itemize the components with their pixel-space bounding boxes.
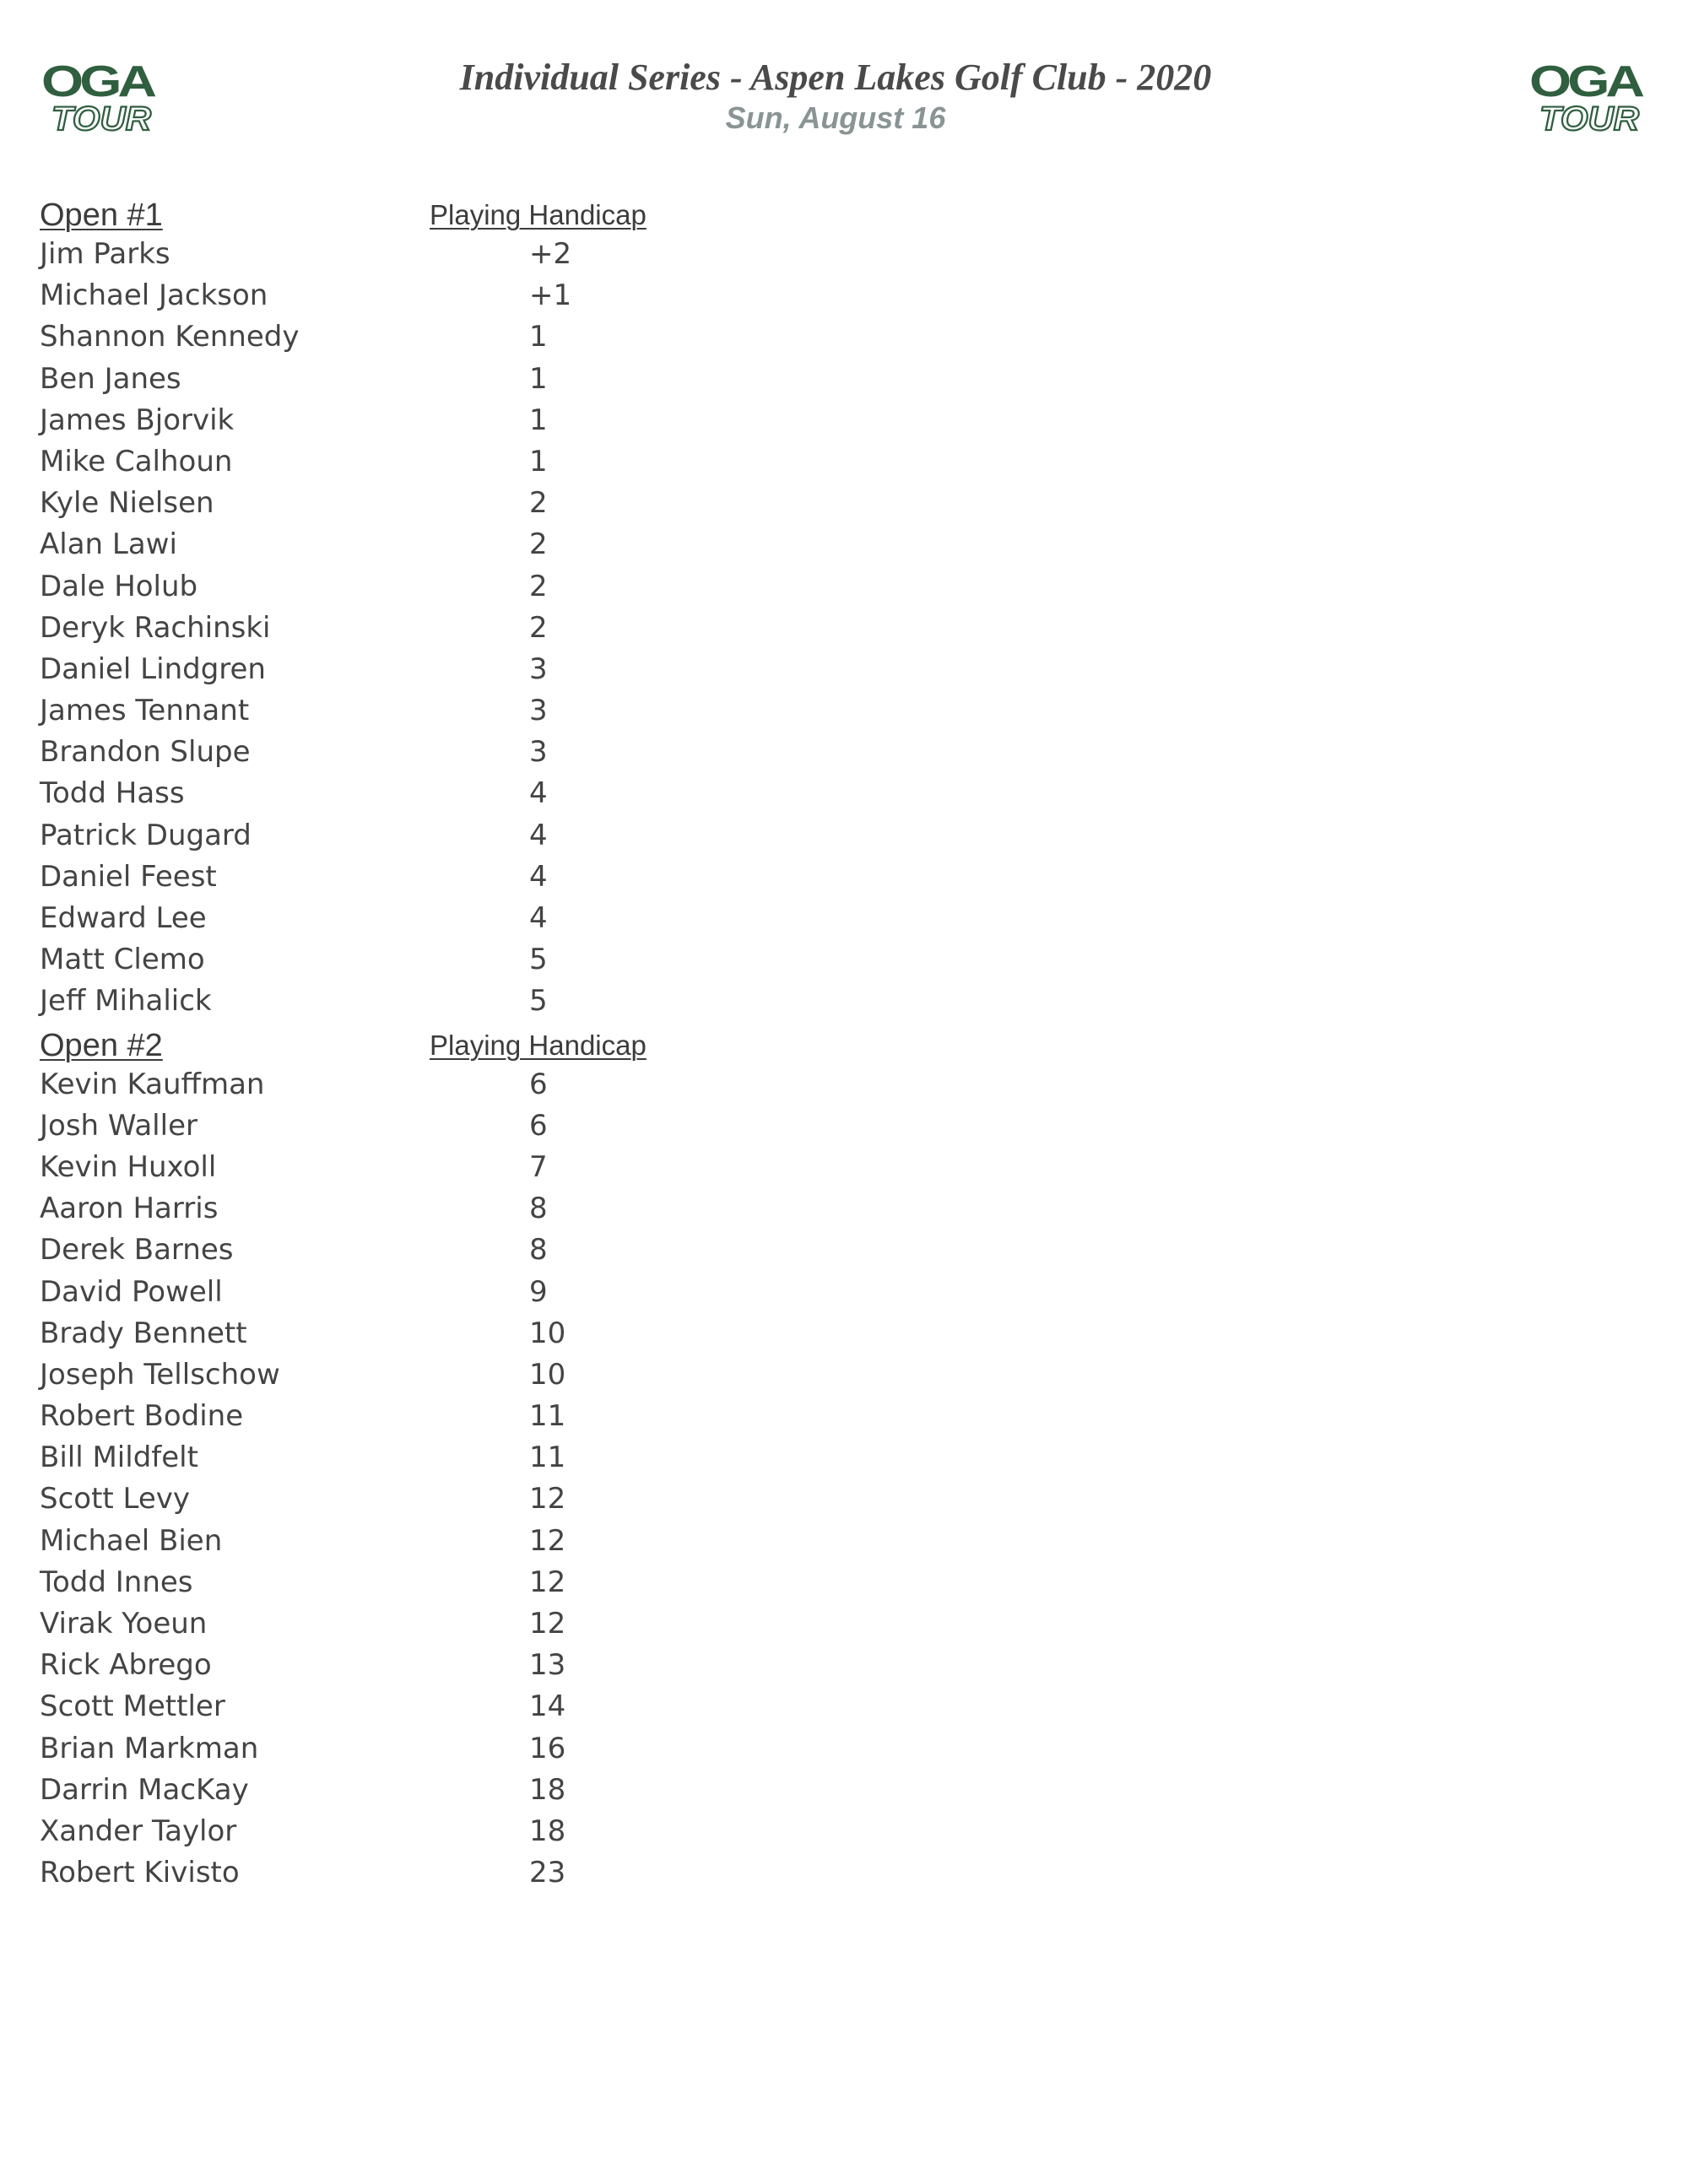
- section-header: [40, 192, 799, 234]
- player-handicap: 8: [529, 1233, 548, 1268]
- player-name: James Tennant: [40, 694, 250, 728]
- player-row: [40, 1521, 799, 1562]
- player-row: [40, 316, 799, 358]
- player-row: [40, 1272, 799, 1313]
- player-row: [40, 1603, 799, 1645]
- player-row: [40, 1728, 799, 1770]
- player-row: [40, 1562, 799, 1603]
- player-handicap: +1: [529, 278, 572, 313]
- player-row: [40, 1188, 799, 1230]
- player-handicap: 23: [529, 1856, 566, 1890]
- player-name: Josh Waller: [40, 1108, 197, 1143]
- player-name: James Bjorvik: [40, 403, 235, 437]
- player-name: Robert Kivisto: [40, 1856, 240, 1890]
- player-name: Michael Jackson: [40, 278, 268, 313]
- player-name: Kevin Huxoll: [40, 1149, 217, 1184]
- player-row: [40, 981, 799, 1022]
- event-date: Sun, August 16: [725, 100, 946, 135]
- player-handicap: 9: [529, 1274, 548, 1309]
- section-title: Open #2: [40, 1027, 163, 1063]
- player-row: [40, 1852, 799, 1894]
- svg-text:OGA: OGA: [41, 57, 157, 106]
- player-name: Jeff Mihalick: [40, 984, 212, 1019]
- player-row: [40, 441, 799, 483]
- player-handicap: 4: [529, 776, 548, 811]
- player-name: Patrick Dugard: [40, 818, 252, 852]
- player-row: [40, 524, 799, 565]
- player-handicap: 8: [529, 1192, 548, 1226]
- player-name: Todd Innes: [40, 1565, 193, 1599]
- section-header: [40, 1023, 799, 1064]
- player-row: [40, 773, 799, 814]
- player-handicap: 1: [529, 361, 548, 396]
- svg-text:OGA: OGA: [1529, 57, 1645, 106]
- player-row: [40, 1313, 799, 1354]
- player-handicap: 6: [529, 1108, 548, 1143]
- player-row: [40, 234, 799, 275]
- player-name: Rick Abrego: [40, 1648, 212, 1683]
- document-header: [0, 56, 1688, 137]
- player-row: [40, 857, 799, 898]
- player-name: Todd Hass: [40, 776, 185, 811]
- player-row: [40, 1686, 799, 1727]
- player-row: [40, 1396, 799, 1437]
- player-name: Aaron Harris: [40, 1192, 219, 1226]
- player-handicap: 5: [529, 943, 548, 977]
- player-row: [40, 1064, 799, 1106]
- player-handicap: 2: [529, 569, 548, 603]
- player-row: [40, 1106, 799, 1147]
- player-name: Dale Holub: [40, 569, 198, 603]
- player-handicap: 6: [529, 1067, 548, 1101]
- player-row: [40, 483, 799, 524]
- player-name: Brian Markman: [40, 1731, 259, 1765]
- player-handicap: 1: [529, 320, 548, 354]
- player-handicap: 1: [529, 444, 548, 478]
- player-handicap: 13: [529, 1648, 566, 1683]
- player-handicap: 4: [529, 901, 548, 935]
- player-handicap: 14: [529, 1689, 566, 1724]
- player-handicap: 4: [529, 859, 548, 894]
- player-handicap: 2: [529, 486, 548, 521]
- player-name: Bill Mildfelt: [40, 1441, 198, 1475]
- player-name: Mike Calhoun: [40, 444, 233, 478]
- player-name: Derek Barnes: [40, 1233, 234, 1268]
- player-name: Kyle Nielsen: [40, 486, 214, 521]
- player-name: Scott Levy: [40, 1482, 191, 1516]
- player-row: [40, 649, 799, 690]
- player-name: Ben Janes: [40, 361, 181, 396]
- player-handicap: 12: [529, 1523, 566, 1558]
- player-name: Darrin MacKay: [40, 1772, 249, 1807]
- player-handicap: 11: [529, 1399, 566, 1434]
- player-row: [40, 1230, 799, 1271]
- player-name: Edward Lee: [40, 901, 207, 935]
- player-row: [40, 732, 799, 773]
- player-handicap: +2: [529, 237, 572, 271]
- player-handicap: 2: [529, 610, 548, 645]
- player-row: [40, 1437, 799, 1479]
- player-name: Xander Taylor: [40, 1814, 237, 1848]
- player-handicap: 10: [529, 1316, 566, 1350]
- player-name: Virak Yoeun: [40, 1607, 208, 1641]
- player-row: [40, 815, 799, 857]
- player-row: [40, 1479, 799, 1520]
- player-row: [40, 1147, 799, 1188]
- player-row: [40, 359, 799, 400]
- player-name: Alan Lawi: [40, 527, 177, 562]
- player-row: [40, 1645, 799, 1686]
- svg-text:TOUR: TOUR: [1539, 100, 1640, 137]
- player-handicap: 2: [529, 527, 548, 562]
- player-handicap: 5: [529, 984, 548, 1019]
- player-row: [40, 275, 799, 316]
- player-handicap: 4: [529, 818, 548, 852]
- player-name: Shannon Kennedy: [40, 320, 300, 354]
- player-row: [40, 1354, 799, 1396]
- handicap-list: [40, 192, 799, 1894]
- player-handicap: 3: [529, 735, 548, 770]
- player-handicap: 7: [529, 1149, 548, 1184]
- svg-text:TOUR: TOUR: [51, 100, 152, 137]
- player-handicap: 11: [529, 1441, 566, 1475]
- player-row: [40, 608, 799, 649]
- playing-handicap-column-header: Playing Handicap: [430, 199, 647, 230]
- player-handicap: 3: [529, 651, 548, 686]
- player-row: [40, 400, 799, 441]
- player-name: Matt Clemo: [40, 943, 205, 977]
- player-row: [40, 898, 799, 939]
- player-name: David Powell: [40, 1274, 223, 1309]
- player-name: Jim Parks: [40, 237, 170, 271]
- player-handicap: 12: [529, 1607, 566, 1641]
- player-handicap: 12: [529, 1565, 566, 1599]
- player-name: Robert Bodine: [40, 1399, 244, 1434]
- player-name: Daniel Feest: [40, 859, 217, 894]
- player-handicap: 18: [529, 1772, 566, 1807]
- player-name: Michael Bien: [40, 1523, 223, 1558]
- player-row: [40, 1811, 799, 1852]
- player-name: Scott Mettler: [40, 1689, 225, 1724]
- player-handicap: 18: [529, 1814, 566, 1848]
- player-name: Brandon Slupe: [40, 735, 251, 770]
- player-handicap: 12: [529, 1482, 566, 1516]
- player-name: Brady Bennett: [40, 1316, 247, 1350]
- player-row: [40, 1770, 799, 1811]
- playing-handicap-column-header: Playing Handicap: [430, 1029, 647, 1061]
- player-handicap: 16: [529, 1731, 566, 1765]
- player-name: Kevin Kauffman: [40, 1067, 265, 1101]
- player-name: Deryk Rachinski: [40, 610, 271, 645]
- player-name: Daniel Lindgren: [40, 651, 266, 686]
- player-handicap: 1: [529, 403, 548, 437]
- player-row: [40, 939, 799, 981]
- player-row: [40, 690, 799, 732]
- event-title: Individual Series - Aspen Lakes Golf Club - 2020: [459, 57, 1212, 98]
- player-handicap: 3: [529, 694, 548, 728]
- section-title: Open #1: [40, 197, 163, 233]
- player-row: [40, 566, 799, 608]
- player-name: Joseph Tellschow: [40, 1357, 280, 1392]
- player-handicap: 10: [529, 1357, 566, 1392]
